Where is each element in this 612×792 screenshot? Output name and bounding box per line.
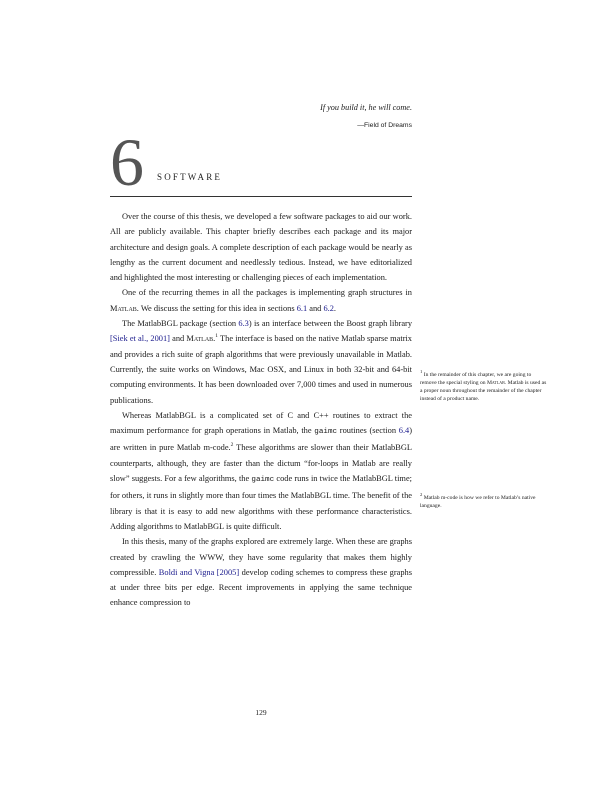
paragraph-5 [110, 534, 412, 610]
matlab-name: Matlab [110, 303, 137, 313]
text: In this thesis, many of the graphs explored are extremely large. When these are graphs created by crawling the WWW, they have some regularity that makes them highly compressible. [110, 537, 412, 577]
text: The MatlabBGL package (section [122, 319, 239, 329]
epigraph [112, 102, 412, 129]
sidenote-number: 2 [420, 492, 423, 498]
chapter-divider [110, 196, 412, 197]
text: routines (section [337, 426, 399, 436]
matlab-name: Matlab [486, 380, 505, 387]
sidenote-1 [420, 371, 547, 403]
epigraph-quote: If you build it, he will come. [320, 103, 412, 112]
text: . [333, 303, 336, 313]
text: develop coding schemes to compress these graphs at under three bits per edge. Recent improvements in applying the same technique enhance compression to [110, 567, 412, 608]
paragraph-2 [110, 285, 412, 316]
footnote-marker-1[interactable]: 1 [215, 333, 219, 340]
text: Matlab m-code is how we refer to Matlab’s native language. [420, 495, 536, 510]
code-gaimc: gaimc [314, 428, 338, 437]
section-link-6-1[interactable]: 6.1 [296, 303, 308, 313]
text: . We discuss the setting for this idea in sections [136, 303, 297, 313]
text: These algorithms are slower than their MatlabBGL counterparts, although, they are faster than the dictum “for-loops in Matlab are really slow” suggests. For a few algorithms, the [110, 443, 412, 484]
sidenote-number: 1 [420, 369, 423, 375]
text: and [169, 334, 187, 344]
text: One of the recurring themes in all the packages is implementing graph structures in [122, 288, 412, 298]
section-link-6-4[interactable]: 6.4 [398, 426, 410, 436]
chapter-title: SOFTWARE [157, 172, 223, 182]
citation-siek[interactable]: [Siek et al., 2001] [110, 334, 170, 344]
text: ) are written in pure Matlab m-code. [110, 426, 413, 453]
matlab-name: Matlab [186, 334, 214, 344]
text: Whereas MatlabBGL is a complicated set of C and C++ routines to extract the maximum performance for graph operations in Matlab, the [110, 410, 412, 436]
text: ) is an interface between the Boost graph library [248, 319, 413, 329]
paragraph-3: The MatlabBGL package (section 6.3) is an interface between the Boost graph library [Siek et al., 2001] and Matlab.$^1$ The interface is based on the native Matlab sparse matrix and provides a rich suite of graph algorithms that were previously unavailable in Matlab. Currently, the suite works on Windows, Mac OSX, and Linux in both 32-bit and 64-bit computing environments. It has been downloaded over 7,000 times and used in numerous publications. [110, 319, 413, 405]
text: . Matlab is used as a proper noun throughout the remainder of the chapter instead of a product name. [420, 380, 547, 403]
text: code runs in twice the MatlabBGL time; for others, it runs in slightly more than four times the MatlabBGL time. The benefit of the library is that it is easy to add new algorithms with these performance characteristics. Adding algorithms to MatlabBGL is quite difficult. [110, 474, 412, 531]
citation-boldi-vigna[interactable]: Boldi and Vigna [2005] [158, 567, 240, 577]
page-number: 129 [255, 708, 267, 717]
section-link-6-3[interactable]: 6.3 [238, 319, 249, 329]
code-gaimc: gaimc [251, 476, 275, 485]
text: and [307, 303, 324, 313]
paragraph-4 [110, 408, 412, 534]
chapter-number: 6 [110, 124, 144, 200]
section-link-6-2[interactable]: 6.2 [323, 303, 334, 313]
epigraph-source: —Field of Dreams [357, 122, 412, 129]
text: The interface is based on the native Matlab sparse matrix and provides a rich suite of graph algorithms that were previously unavailable in Matlab. Currently, the suite works on Windows, Mac OSX, and Linux in both 32-bit and 64-bit computing environments. It has been downloaded over 7,000 times and used in numerous publications. [110, 334, 412, 405]
body-text [110, 209, 412, 611]
sidenote-2 [420, 494, 547, 510]
paragraph-1: Over the course of this thesis, we developed a few software packages to aid our work. All are publicly available. This chapter briefly describes each package and its major architecture and design goals. A complete description of each package would be nearly as lengthy as the current document and needlessly tedious. Instead, we have editorialized and highlighted the most interesting or challenging pieces of each implementation. [110, 212, 412, 283]
footnote-marker-2[interactable]: 2 [230, 442, 234, 449]
text: In the remainder of this chapter, we are going to remove the special styling on [420, 372, 532, 387]
